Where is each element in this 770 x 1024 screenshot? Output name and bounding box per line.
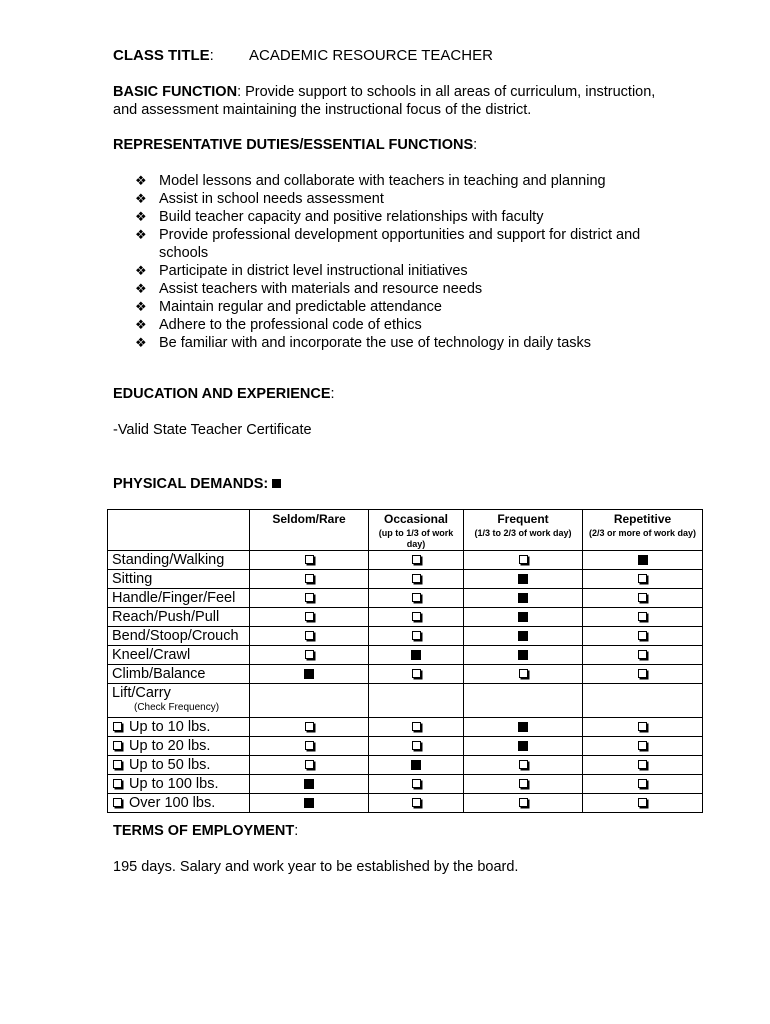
unchecked-box-icon: [638, 760, 647, 769]
unchecked-box-icon: [305, 760, 314, 769]
physical-demands-table: [107, 509, 703, 813]
table-row: [108, 608, 703, 627]
row-label-text: Standing/Walking: [112, 552, 225, 568]
diamond-bullet-icon: ❖: [135, 335, 147, 350]
row-label-text: Over 100 lbs.: [129, 795, 216, 811]
diamond-bullet-icon: ❖: [135, 209, 147, 224]
duty-text: Adhere to the professional code of ethics: [159, 317, 422, 333]
row-label: [108, 775, 250, 794]
unchecked-box-icon: [305, 722, 314, 731]
empty-cell: [464, 684, 583, 718]
unchecked-box-icon: [638, 779, 647, 788]
empty-cell: [250, 684, 369, 718]
diamond-bullet-icon: ❖: [135, 317, 147, 332]
table-row: [108, 756, 703, 775]
class-title-row: [113, 47, 493, 64]
table-row: [108, 627, 703, 646]
lift-carry-text: Lift/Carry: [112, 685, 171, 701]
frequency-cell: [583, 570, 703, 589]
duty-item: [135, 262, 655, 280]
frequency-cell: [464, 665, 583, 684]
frequency-cell: [464, 589, 583, 608]
row-label-text: Up to 20 lbs.: [129, 738, 211, 754]
frequency-cell: [583, 589, 703, 608]
education-heading-text: EDUCATION AND EXPERIENCE: [113, 386, 331, 402]
unchecked-box-icon: [412, 612, 421, 621]
diamond-bullet-icon: ❖: [135, 227, 147, 242]
unchecked-box-icon: [638, 741, 647, 750]
duty-item: [135, 334, 655, 352]
table-row: [108, 794, 703, 813]
table-header-row: [108, 510, 703, 551]
checked-box-icon: [518, 631, 528, 641]
row-label-text: Sitting: [112, 571, 153, 587]
frequency-cell: [583, 775, 703, 794]
frequency-cell: [464, 794, 583, 813]
unchecked-box-icon: [519, 779, 528, 788]
unchecked-box-icon: [305, 631, 314, 640]
duty-text: Maintain regular and predictable attendance: [159, 299, 442, 315]
frequency-cell: [464, 627, 583, 646]
unchecked-box-icon: [305, 612, 314, 621]
filled-square-icon: [272, 479, 281, 488]
row-label: [108, 627, 250, 646]
unchecked-box-icon: [412, 669, 421, 678]
unchecked-box-icon: [519, 555, 528, 564]
unchecked-box-icon: [305, 741, 314, 750]
frequency-cell: [369, 608, 464, 627]
duty-text: Assist in school needs assessment: [159, 191, 384, 207]
frequency-cell: [369, 665, 464, 684]
duty-item: [135, 280, 655, 298]
unchecked-box-icon: [412, 574, 421, 583]
lift-carry-label: [108, 684, 250, 718]
table-row: [108, 551, 703, 570]
unchecked-box-icon: [412, 593, 421, 602]
frequency-cell: [583, 665, 703, 684]
header-seldom: Seldom/Rare: [250, 510, 369, 551]
frequency-cell: [369, 570, 464, 589]
unchecked-box-icon: [113, 779, 122, 788]
frequency-cell: [583, 551, 703, 570]
checked-box-icon: [638, 555, 648, 565]
frequency-cell: [369, 756, 464, 775]
header-repetitive: Repetitive (2/3 or more of work day): [583, 510, 703, 551]
frequency-cell: [369, 775, 464, 794]
unchecked-box-icon: [638, 574, 647, 583]
frequency-cell: [250, 794, 369, 813]
unchecked-box-icon: [519, 669, 528, 678]
frequency-cell: [250, 646, 369, 665]
checked-box-icon: [411, 760, 421, 770]
duty-text: Participate in district level instructional initiatives: [159, 263, 468, 279]
frequency-cell: [464, 737, 583, 756]
table-row: [108, 589, 703, 608]
duty-text: Be familiar with and incorporate the use of technology in daily tasks: [159, 335, 592, 351]
unchecked-box-icon: [305, 574, 314, 583]
checked-box-icon: [518, 574, 528, 584]
row-label: [108, 794, 250, 813]
row-label-text: Handle/Finger/Feel: [112, 590, 236, 606]
frequency-cell: [464, 551, 583, 570]
frequency-cell: [250, 570, 369, 589]
frequency-cell: [464, 646, 583, 665]
terms-value: 195 days. Salary and work year to be established by the board.: [113, 859, 519, 875]
unchecked-box-icon: [113, 722, 122, 731]
duties-list: [135, 172, 655, 352]
row-label-text: Bend/Stoop/Crouch: [112, 628, 239, 644]
unchecked-box-icon: [305, 650, 314, 659]
frequency-cell: [250, 756, 369, 775]
row-label-text: Up to 50 lbs.: [129, 757, 211, 773]
unchecked-box-icon: [412, 722, 421, 731]
row-label: [108, 589, 250, 608]
empty-cell: [369, 684, 464, 718]
frequency-cell: [464, 608, 583, 627]
table-row: [108, 737, 703, 756]
row-label: [108, 737, 250, 756]
frequency-cell: [464, 775, 583, 794]
unchecked-box-icon: [638, 593, 647, 602]
unchecked-box-icon: [113, 760, 122, 769]
duty-item: [135, 190, 655, 208]
frequency-cell: [583, 718, 703, 737]
frequency-cell: [583, 646, 703, 665]
unchecked-box-icon: [113, 741, 122, 750]
unchecked-box-icon: [638, 631, 647, 640]
unchecked-box-icon: [638, 798, 647, 807]
duty-text: Model lessons and collaborate with teachers in teaching and planning: [159, 173, 606, 189]
basic-function-text: : Provide support to schools in all areas of curriculum, instruction, and assessment maintaining the instructional focus of the district.: [113, 84, 656, 118]
frequency-cell: [369, 551, 464, 570]
education-heading: [113, 386, 335, 402]
unchecked-box-icon: [412, 631, 421, 640]
basic-function: [113, 83, 673, 119]
row-label: [108, 665, 250, 684]
row-label-text: Up to 10 lbs.: [129, 719, 211, 735]
row-label: [108, 756, 250, 775]
diamond-bullet-icon: ❖: [135, 263, 147, 278]
lift-carry-note: (Check Frequency): [134, 702, 220, 713]
duty-item: [135, 316, 655, 334]
row-label: [108, 646, 250, 665]
empty-cell: [583, 684, 703, 718]
unchecked-box-icon: [305, 593, 314, 602]
row-label: [108, 718, 250, 737]
duty-item: [135, 172, 655, 190]
checked-box-icon: [304, 798, 314, 808]
checked-box-icon: [518, 593, 528, 603]
unchecked-box-icon: [638, 669, 647, 678]
frequency-cell: [583, 737, 703, 756]
unchecked-box-icon: [305, 555, 314, 564]
terms-heading-text: TERMS OF EMPLOYMENT: [113, 823, 295, 839]
diamond-bullet-icon: ❖: [135, 281, 147, 296]
unchecked-box-icon: [638, 650, 647, 659]
frequency-cell: [583, 608, 703, 627]
duty-item: [135, 298, 655, 316]
unchecked-box-icon: [638, 612, 647, 621]
frequency-cell: [464, 756, 583, 775]
checked-box-icon: [304, 669, 314, 679]
education-value: -Valid State Teacher Certificate: [113, 422, 312, 438]
frequency-cell: [250, 608, 369, 627]
frequency-cell: [250, 775, 369, 794]
frequency-cell: [250, 665, 369, 684]
basic-function-label: BASIC FUNCTION: [113, 84, 238, 100]
frequency-cell: [369, 718, 464, 737]
unchecked-box-icon: [638, 722, 647, 731]
row-label-text: Up to 100 lbs.: [129, 776, 219, 792]
frequency-cell: [464, 570, 583, 589]
physical-demands-heading: [113, 476, 281, 492]
unchecked-box-icon: [519, 798, 528, 807]
class-title-value: ACADEMIC RESOURCE TEACHER: [249, 47, 493, 64]
header-blank: [108, 510, 250, 551]
table-row: [108, 665, 703, 684]
table-row: [108, 718, 703, 737]
checked-box-icon: [304, 779, 314, 789]
frequency-cell: [250, 718, 369, 737]
diamond-bullet-icon: ❖: [135, 299, 147, 314]
duties-heading: [113, 137, 477, 153]
table-row: [108, 570, 703, 589]
frequency-cell: [250, 589, 369, 608]
duty-item: [135, 226, 655, 262]
frequency-cell: [583, 627, 703, 646]
row-label-text: Kneel/Crawl: [112, 647, 191, 663]
unchecked-box-icon: [412, 779, 421, 788]
frequency-cell: [583, 794, 703, 813]
header-occasional: Occasional (up to 1/3 of work day): [369, 510, 464, 551]
row-label: [108, 551, 250, 570]
checked-box-icon: [518, 741, 528, 751]
diamond-bullet-icon: ❖: [135, 173, 147, 188]
row-label: [108, 570, 250, 589]
unchecked-box-icon: [519, 760, 528, 769]
checked-box-icon: [518, 722, 528, 732]
terms-heading: [113, 823, 298, 839]
diamond-bullet-icon: ❖: [135, 191, 147, 206]
frequency-cell: [464, 718, 583, 737]
frequency-cell: [369, 589, 464, 608]
checked-box-icon: [411, 650, 421, 660]
duties-heading-colon: :: [473, 137, 478, 153]
frequency-cell: [250, 627, 369, 646]
duty-item: [135, 208, 655, 226]
row-label-text: Reach/Push/Pull: [112, 609, 220, 625]
row-label: [108, 608, 250, 627]
unchecked-box-icon: [113, 798, 122, 807]
duty-text: Build teacher capacity and positive relationships with faculty: [159, 209, 544, 225]
physical-demands-body: [108, 551, 703, 813]
frequency-cell: [369, 794, 464, 813]
frequency-cell: [250, 551, 369, 570]
checked-box-icon: [518, 612, 528, 622]
table-row: [108, 775, 703, 794]
class-title-label: CLASS TITLE:: [113, 47, 214, 64]
row-label-text: Climb/Balance: [112, 666, 206, 682]
frequency-cell: [369, 737, 464, 756]
duty-text: Assist teachers with materials and resource needs: [159, 281, 483, 297]
duties-heading-text: REPRESENTATIVE DUTIES/ESSENTIAL FUNCTIONS: [113, 137, 474, 153]
header-frequent: Frequent (1/3 to 2/3 of work day): [464, 510, 583, 551]
duty-text: Provide professional development opportunities and support for district and schools: [159, 227, 641, 261]
checked-box-icon: [518, 650, 528, 660]
table-row: [108, 646, 703, 665]
unchecked-box-icon: [412, 798, 421, 807]
frequency-cell: [369, 627, 464, 646]
physical-demands-heading-text: PHYSICAL DEMANDS:: [113, 476, 269, 492]
unchecked-box-icon: [412, 555, 421, 564]
education-heading-colon: :: [330, 386, 335, 402]
frequency-cell: [369, 646, 464, 665]
lift-carry-row: [108, 684, 703, 718]
frequency-cell: [583, 756, 703, 775]
unchecked-box-icon: [412, 741, 421, 750]
terms-heading-colon: :: [294, 823, 299, 839]
frequency-cell: [250, 737, 369, 756]
